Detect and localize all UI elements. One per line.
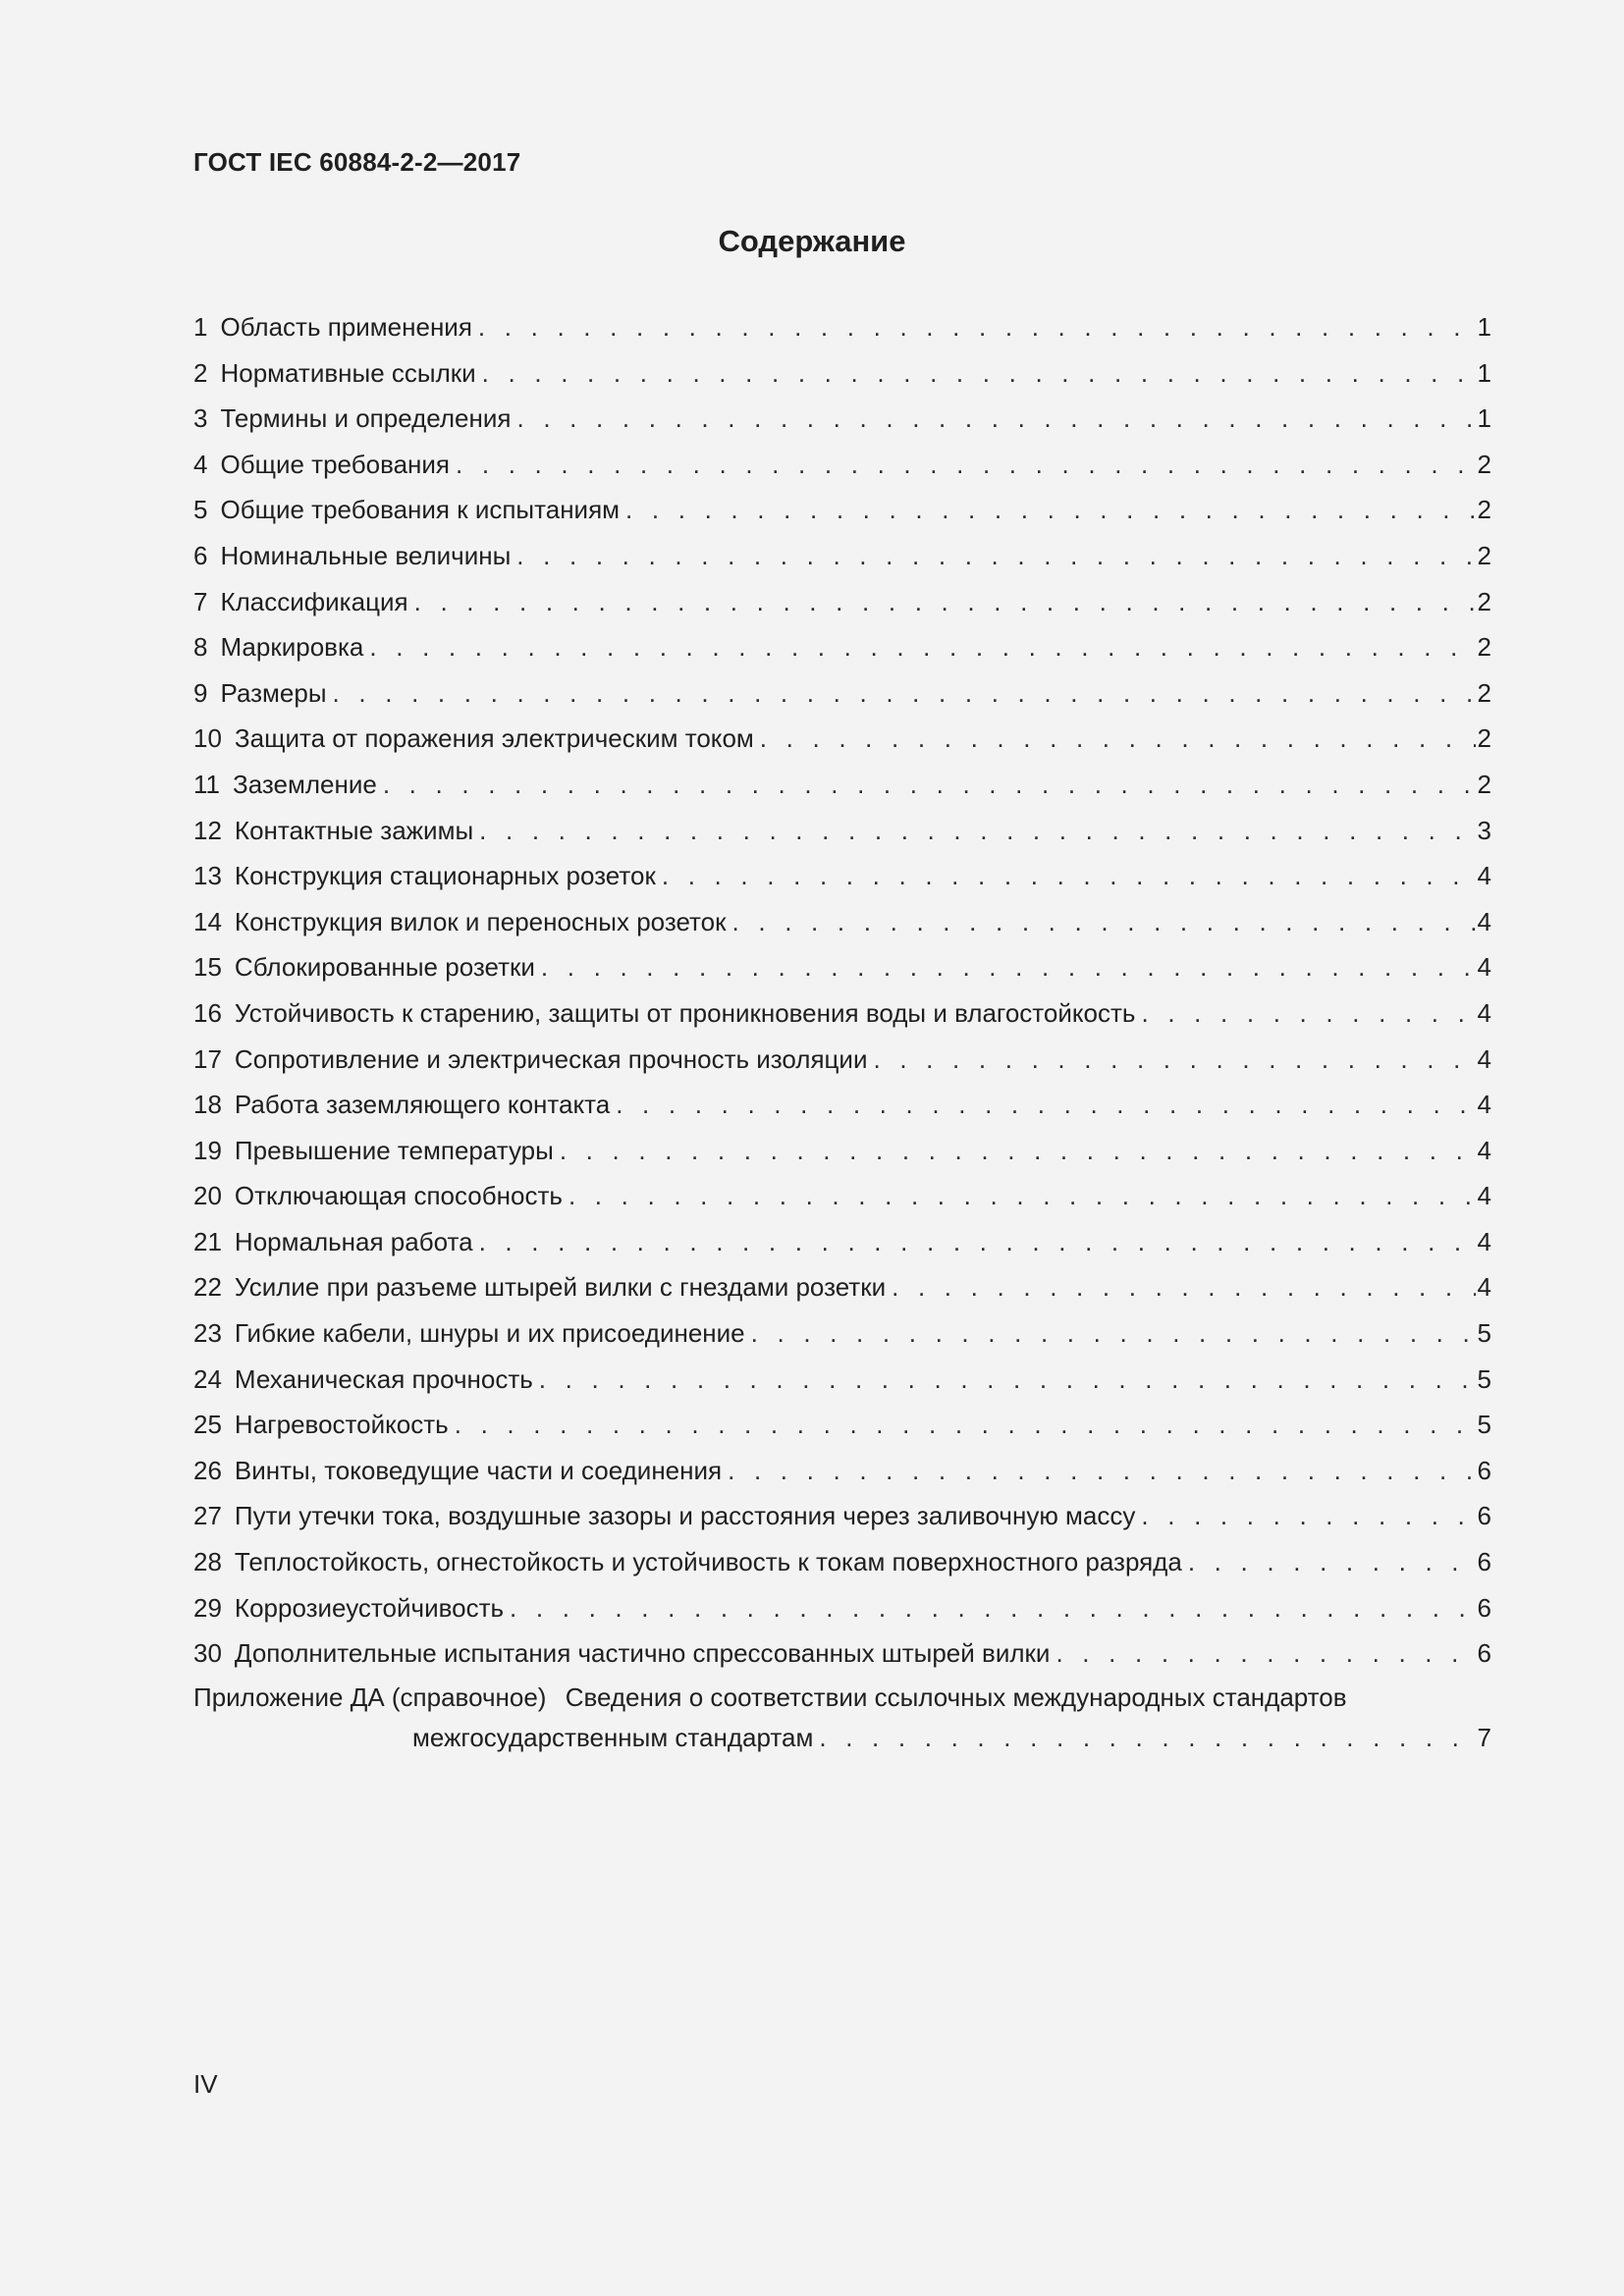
dot-leader bbox=[369, 624, 1475, 670]
appendix-page-number: 7 bbox=[1477, 1723, 1491, 1752]
dot-leader bbox=[1141, 990, 1475, 1037]
dot-leader bbox=[1141, 1493, 1475, 1539]
toc-entry-title: Область применения bbox=[220, 312, 472, 342]
toc-entry-number: 6 bbox=[193, 540, 208, 570]
toc-entry-title: Устойчивость к старению, защиты от проникновения воды и влагостойкость bbox=[234, 997, 1136, 1028]
dot-leader bbox=[732, 899, 1476, 945]
toc-entry bbox=[193, 1357, 1491, 1403]
toc-entry bbox=[193, 1310, 1491, 1357]
toc-entry-number: 20 bbox=[193, 1181, 222, 1211]
toc-entry bbox=[193, 1448, 1491, 1494]
dot-leader bbox=[728, 1448, 1475, 1494]
dot-leader bbox=[873, 1037, 1475, 1083]
toc-entry-number: 19 bbox=[193, 1135, 222, 1165]
toc-entry-number: 3 bbox=[193, 403, 208, 434]
toc-entry-number: 2 bbox=[193, 357, 208, 388]
toc-entry-title: Пути утечки тока, воздушные зазоры и расстояния через заливочную массу bbox=[234, 1501, 1136, 1531]
toc-entry bbox=[193, 990, 1491, 1037]
toc-entry bbox=[193, 1082, 1491, 1128]
dot-leader bbox=[616, 1082, 1475, 1128]
toc-entry-page: 6 bbox=[1477, 1501, 1491, 1531]
toc-entry bbox=[193, 1128, 1491, 1174]
toc-entry-title: Превышение температуры bbox=[234, 1135, 554, 1165]
toc-entry-page: 4 bbox=[1477, 1090, 1491, 1120]
dot-leader bbox=[541, 944, 1476, 990]
dot-leader bbox=[414, 579, 1476, 625]
toc-entry bbox=[193, 1585, 1491, 1631]
toc-list bbox=[193, 304, 1491, 1677]
toc-entry-title: Отключающая способность bbox=[234, 1181, 563, 1211]
toc-entry-number: 12 bbox=[193, 815, 222, 845]
toc-entry-number: 11 bbox=[193, 769, 220, 799]
toc-entry bbox=[193, 853, 1491, 899]
toc-entry-page: 1 bbox=[1477, 403, 1491, 434]
dot-leader bbox=[383, 762, 1476, 808]
toc-entry-page: 6 bbox=[1477, 1592, 1491, 1623]
appendix-title-line-2: межгосударственным стандартам bbox=[412, 1723, 814, 1752]
toc-title: Содержание bbox=[718, 224, 906, 258]
toc-entry-number: 5 bbox=[193, 495, 208, 525]
toc-entry-number: 22 bbox=[193, 1272, 222, 1303]
toc-entry-page: 4 bbox=[1477, 906, 1491, 936]
dot-leader bbox=[662, 853, 1476, 899]
toc-entry bbox=[193, 579, 1491, 625]
toc-entry-page: 2 bbox=[1477, 540, 1491, 570]
dot-leader bbox=[819, 1718, 1475, 1758]
toc-entry bbox=[193, 1539, 1491, 1585]
toc-entry-number: 16 bbox=[193, 997, 222, 1028]
toc-entry-page: 4 bbox=[1477, 1181, 1491, 1211]
toc-entry-title: Общие требования к испытаниям bbox=[220, 495, 621, 525]
toc-entry-page: 4 bbox=[1477, 1226, 1491, 1256]
toc-entry-title: Классификация bbox=[220, 586, 408, 616]
appendix-line-2 bbox=[193, 1718, 1491, 1758]
toc-entry-number: 13 bbox=[193, 861, 222, 891]
toc-entry-title: Конструкция стационарных розеток bbox=[234, 861, 656, 891]
toc-entry-number: 26 bbox=[193, 1455, 222, 1485]
toc-entry bbox=[193, 762, 1491, 808]
toc-entry-title: Сблокированные розетки bbox=[234, 952, 535, 983]
toc-entry-page: 3 bbox=[1477, 815, 1491, 845]
dot-leader bbox=[560, 1128, 1476, 1174]
toc-entry-number: 18 bbox=[193, 1090, 222, 1120]
dot-leader bbox=[482, 350, 1476, 397]
toc-entry-title: Гибкие кабели, шнуры и их присоединение bbox=[234, 1318, 745, 1349]
toc-entry bbox=[193, 716, 1491, 762]
appendix-title-line-1: Сведения о соответствии ссылочных международных стандартов bbox=[565, 1682, 1347, 1712]
toc-entry-number: 28 bbox=[193, 1547, 222, 1577]
toc-entry-number: 14 bbox=[193, 906, 222, 936]
toc-entry-page: 4 bbox=[1477, 861, 1491, 891]
appendix-label: Приложение ДА (справочное) bbox=[193, 1682, 547, 1712]
toc-entry bbox=[193, 670, 1491, 717]
page-number: IV bbox=[193, 2069, 218, 2099]
toc-entry-number: 8 bbox=[193, 632, 208, 663]
toc-entry-title: Номинальные величины bbox=[220, 540, 512, 570]
dot-leader bbox=[478, 304, 1476, 350]
toc-entry bbox=[193, 1264, 1491, 1310]
toc-entry bbox=[193, 944, 1491, 990]
dot-leader bbox=[625, 487, 1475, 533]
toc-entry-title: Нормативные ссылки bbox=[220, 357, 476, 388]
toc-entry-number: 24 bbox=[193, 1363, 222, 1394]
toc-entry-page: 2 bbox=[1477, 495, 1491, 525]
toc-entry bbox=[193, 487, 1491, 533]
toc-entry bbox=[193, 1493, 1491, 1539]
toc-entry-title: Нормальная работа bbox=[234, 1226, 473, 1256]
toc-entry-number: 27 bbox=[193, 1501, 222, 1531]
toc-entry-page: 2 bbox=[1477, 586, 1491, 616]
toc-entry-page: 4 bbox=[1477, 997, 1491, 1028]
toc-entry bbox=[193, 1219, 1491, 1265]
toc-entry-page: 6 bbox=[1477, 1455, 1491, 1485]
toc-entry-page: 5 bbox=[1477, 1363, 1491, 1394]
dot-leader bbox=[1188, 1539, 1476, 1585]
toc-entry-number: 1 bbox=[193, 312, 208, 342]
toc-entry-title: Термины и определения bbox=[220, 403, 512, 434]
toc-entry bbox=[193, 304, 1491, 350]
toc-entry-title: Маркировка bbox=[220, 632, 364, 663]
toc-entry-number: 17 bbox=[193, 1043, 222, 1074]
toc-entry bbox=[193, 1173, 1491, 1219]
dot-leader bbox=[892, 1264, 1475, 1310]
dot-leader bbox=[455, 1402, 1476, 1448]
toc-entry-page: 2 bbox=[1477, 677, 1491, 708]
dot-leader bbox=[516, 396, 1475, 442]
toc-entry-title: Коррозиеустойчивость bbox=[234, 1592, 505, 1623]
dot-leader bbox=[516, 533, 1475, 579]
toc-entry-number: 29 bbox=[193, 1592, 222, 1623]
toc-entry-title: Общие требования bbox=[220, 449, 451, 479]
toc-entry-page: 6 bbox=[1477, 1547, 1491, 1577]
toc-entry-number: 30 bbox=[193, 1638, 222, 1669]
toc-entry-page: 6 bbox=[1477, 1638, 1491, 1669]
toc-appendix-entry bbox=[193, 1678, 1491, 1758]
toc-entry-number: 21 bbox=[193, 1226, 222, 1256]
toc-entry-page: 4 bbox=[1477, 1043, 1491, 1074]
toc-entry-title: Механическая прочность bbox=[234, 1363, 533, 1394]
toc-entry-number: 25 bbox=[193, 1410, 222, 1440]
toc-entry-number: 15 bbox=[193, 952, 222, 983]
dot-leader bbox=[333, 670, 1476, 717]
toc-entry-title: Размеры bbox=[220, 677, 327, 708]
toc-entry bbox=[193, 624, 1491, 670]
toc-entry-title: Усилие при разъеме штырей вилки с гнездами розетки bbox=[234, 1272, 887, 1303]
toc-entry bbox=[193, 808, 1491, 854]
toc-entry-number: 10 bbox=[193, 723, 222, 754]
toc-entry-title: Контактные зажимы bbox=[234, 815, 474, 845]
toc-entry bbox=[193, 533, 1491, 579]
dot-leader bbox=[479, 808, 1475, 854]
dot-leader bbox=[751, 1310, 1476, 1357]
dot-leader bbox=[539, 1357, 1476, 1403]
toc-entry-title: Работа заземляющего контакта bbox=[234, 1090, 611, 1120]
toc-entry bbox=[193, 396, 1491, 442]
toc-entry-number: 4 bbox=[193, 449, 208, 479]
dot-leader bbox=[760, 716, 1476, 762]
dot-leader bbox=[1056, 1630, 1475, 1677]
toc-entry-page: 5 bbox=[1477, 1410, 1491, 1440]
appendix-line-1 bbox=[193, 1678, 1491, 1718]
toc-entry-number: 23 bbox=[193, 1318, 222, 1349]
toc-entry bbox=[193, 1402, 1491, 1448]
toc-entry-page: 4 bbox=[1477, 1272, 1491, 1303]
toc-entry-page: 4 bbox=[1477, 952, 1491, 983]
dot-leader bbox=[510, 1585, 1475, 1631]
toc-entry-title: Защита от поражения электрическим током bbox=[234, 723, 754, 754]
toc-entry-page: 2 bbox=[1477, 632, 1491, 663]
toc-entry bbox=[193, 350, 1491, 397]
dot-leader bbox=[479, 1219, 1476, 1265]
toc-entry bbox=[193, 442, 1491, 488]
toc-entry-number: 7 bbox=[193, 586, 208, 616]
toc-entry-page: 5 bbox=[1477, 1318, 1491, 1349]
toc-entry-title: Заземление bbox=[233, 769, 377, 799]
document-code: ГОСТ IEC 60884-2-2—2017 bbox=[193, 147, 521, 177]
toc-entry bbox=[193, 899, 1491, 945]
toc-entry-page: 2 bbox=[1477, 449, 1491, 479]
toc-entry-page: 1 bbox=[1477, 312, 1491, 342]
toc-entry-title: Дополнительные испытания частично спрессованных штырей вилки bbox=[234, 1638, 1051, 1669]
toc-entry-title: Нагревостойкость bbox=[234, 1410, 449, 1440]
dot-leader bbox=[456, 442, 1476, 488]
toc-entry-page: 1 bbox=[1477, 357, 1491, 388]
toc-entry-page: 2 bbox=[1477, 769, 1491, 799]
dot-leader bbox=[568, 1173, 1476, 1219]
toc-entry-page: 4 bbox=[1477, 1135, 1491, 1165]
toc-entry-title: Теплостойкость, огнестойкость и устойчивость к токам поверхностного разряда bbox=[234, 1547, 1182, 1577]
toc-entry-number: 9 bbox=[193, 677, 208, 708]
toc-entry bbox=[193, 1037, 1491, 1083]
toc-entry-title: Сопротивление и электрическая прочность изоляции bbox=[234, 1043, 868, 1074]
toc-entry bbox=[193, 1630, 1491, 1677]
toc-entry-title: Конструкция вилок и переносных розеток bbox=[234, 906, 727, 936]
toc-entry-page: 2 bbox=[1477, 723, 1491, 754]
toc-entry-title: Винты, токоведущие части и соединения bbox=[234, 1455, 723, 1485]
